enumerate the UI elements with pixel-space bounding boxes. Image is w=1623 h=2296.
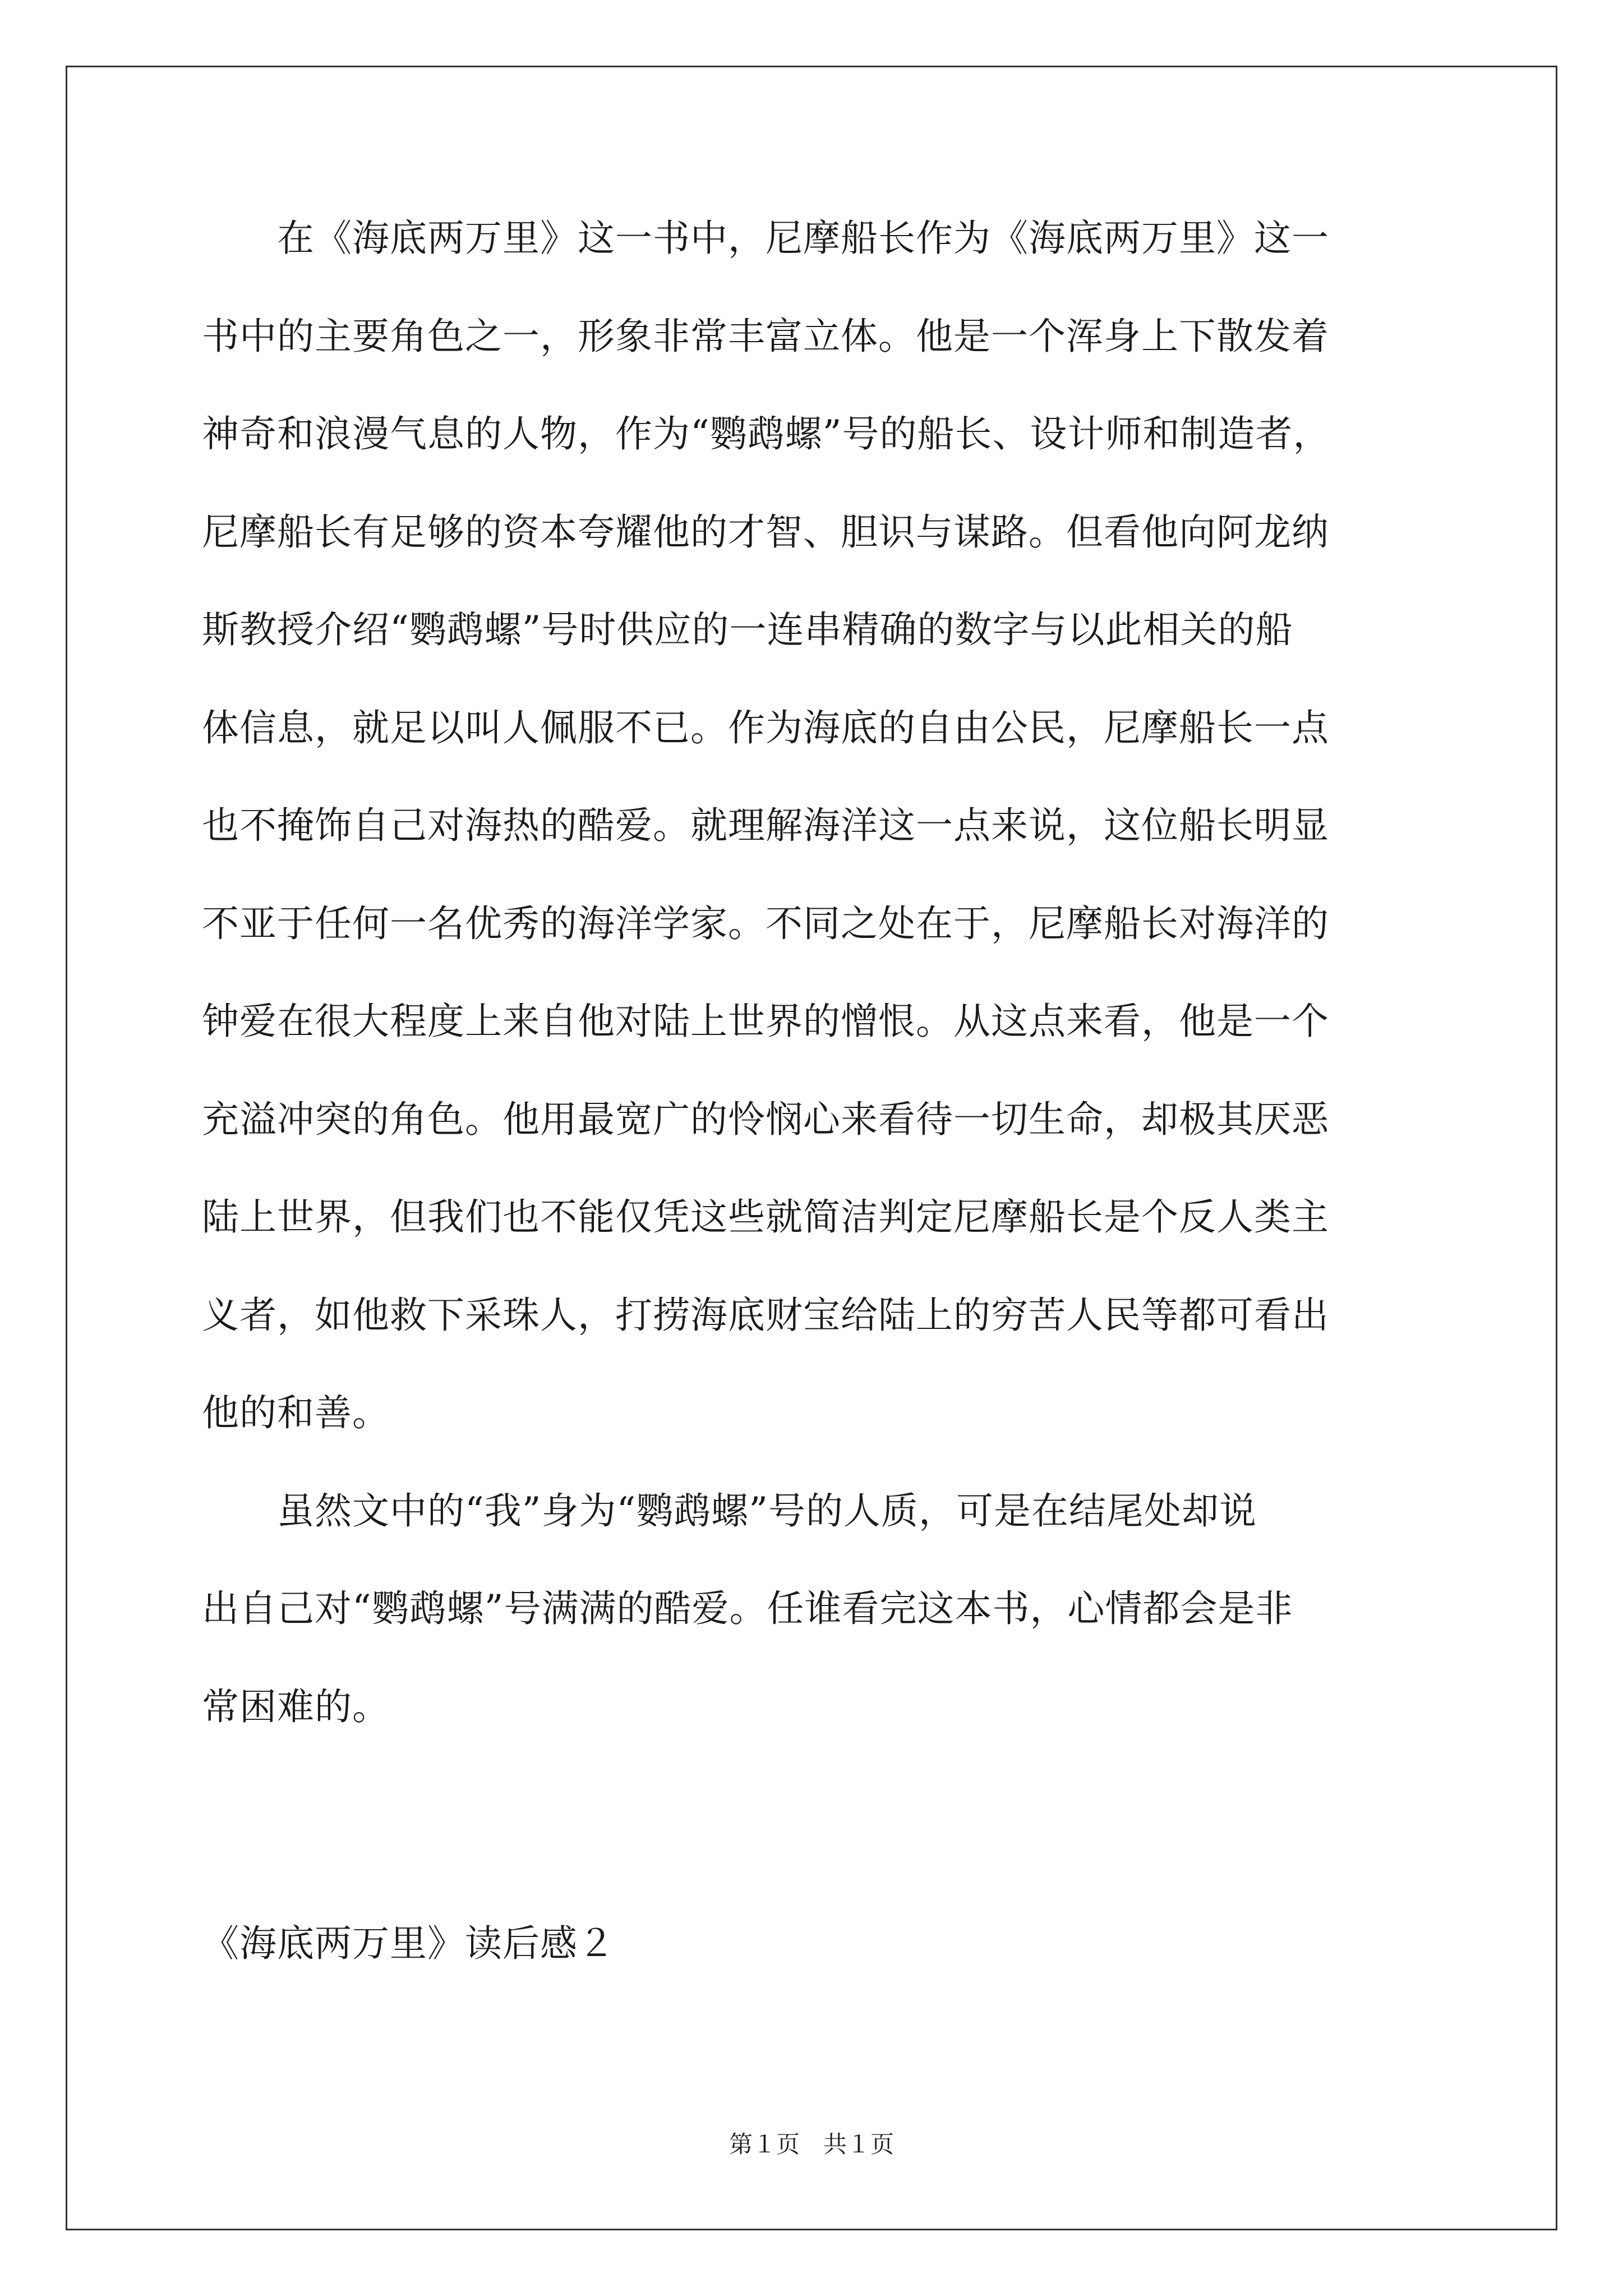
text-line: 虽然文中的“我”身为“鹦鹉螺”号的人质，可是在结尾处却说 <box>202 1489 1257 1533</box>
text-line: 义者，如他救下采珠人，打捞海底财宝给陆上的穷苦人民等都可看出 <box>202 1293 1329 1337</box>
text-line: 出自己对“鹦鹉螺”号满满的酷爱。任谁看完这本书，心情都会是非 <box>202 1587 1293 1630</box>
text-line: 斯教授介绍“鹦鹉螺”号时供应的一连串精确的数字与以此相关的船 <box>202 608 1293 651</box>
text-line: 钟爱在很大程度上来自他对陆上世界的憎恨。从这点来看，他是一个 <box>202 1000 1329 1043</box>
text-line: 充溢冲突的角色。他用最宽广的怜悯心来看待一切生命，却极其厌恶 <box>202 1097 1329 1141</box>
text-line: 也不掩饰自己对海热的酷爱。就理解海洋这一点来说，这位船长明显 <box>202 804 1329 847</box>
text-line: 书中的主要角色之一，形象非常丰富立体。他是一个浑身上下散发着 <box>202 314 1329 358</box>
document-body <box>202 213 1427 1779</box>
text-line: 常困难的。 <box>202 1685 390 1728</box>
text-line: 尼摩船长有足够的资本夸耀他的才智、胆识与谋路。但看他向阿龙纳 <box>202 510 1329 554</box>
page-number: 第１页 共１页 <box>728 2131 894 2158</box>
text-line: 在《海底两万里》这一书中，尼摩船长作为《海底两万里》这一 <box>202 217 1329 260</box>
text-line: 不亚于任何一名优秀的海洋学家。不同之处在于，尼摩船长对海洋的 <box>202 901 1329 945</box>
text-line: 体信息，就足以叫人佩服不已。作为海底的自由公民，尼摩船长一点 <box>202 706 1329 749</box>
text-line: 神奇和浪漫气息的人物，作为“鹦鹉螺”号的船长、设计师和制造者， <box>202 412 1331 455</box>
text-line: 陆上世界，但我们也不能仅凭这些就简洁判定尼摩船长是个反人类主 <box>202 1195 1329 1239</box>
text-line: 他的和善。 <box>202 1391 390 1434</box>
section-heading: 《海底两万里》读后感２ <box>202 1922 615 1965</box>
